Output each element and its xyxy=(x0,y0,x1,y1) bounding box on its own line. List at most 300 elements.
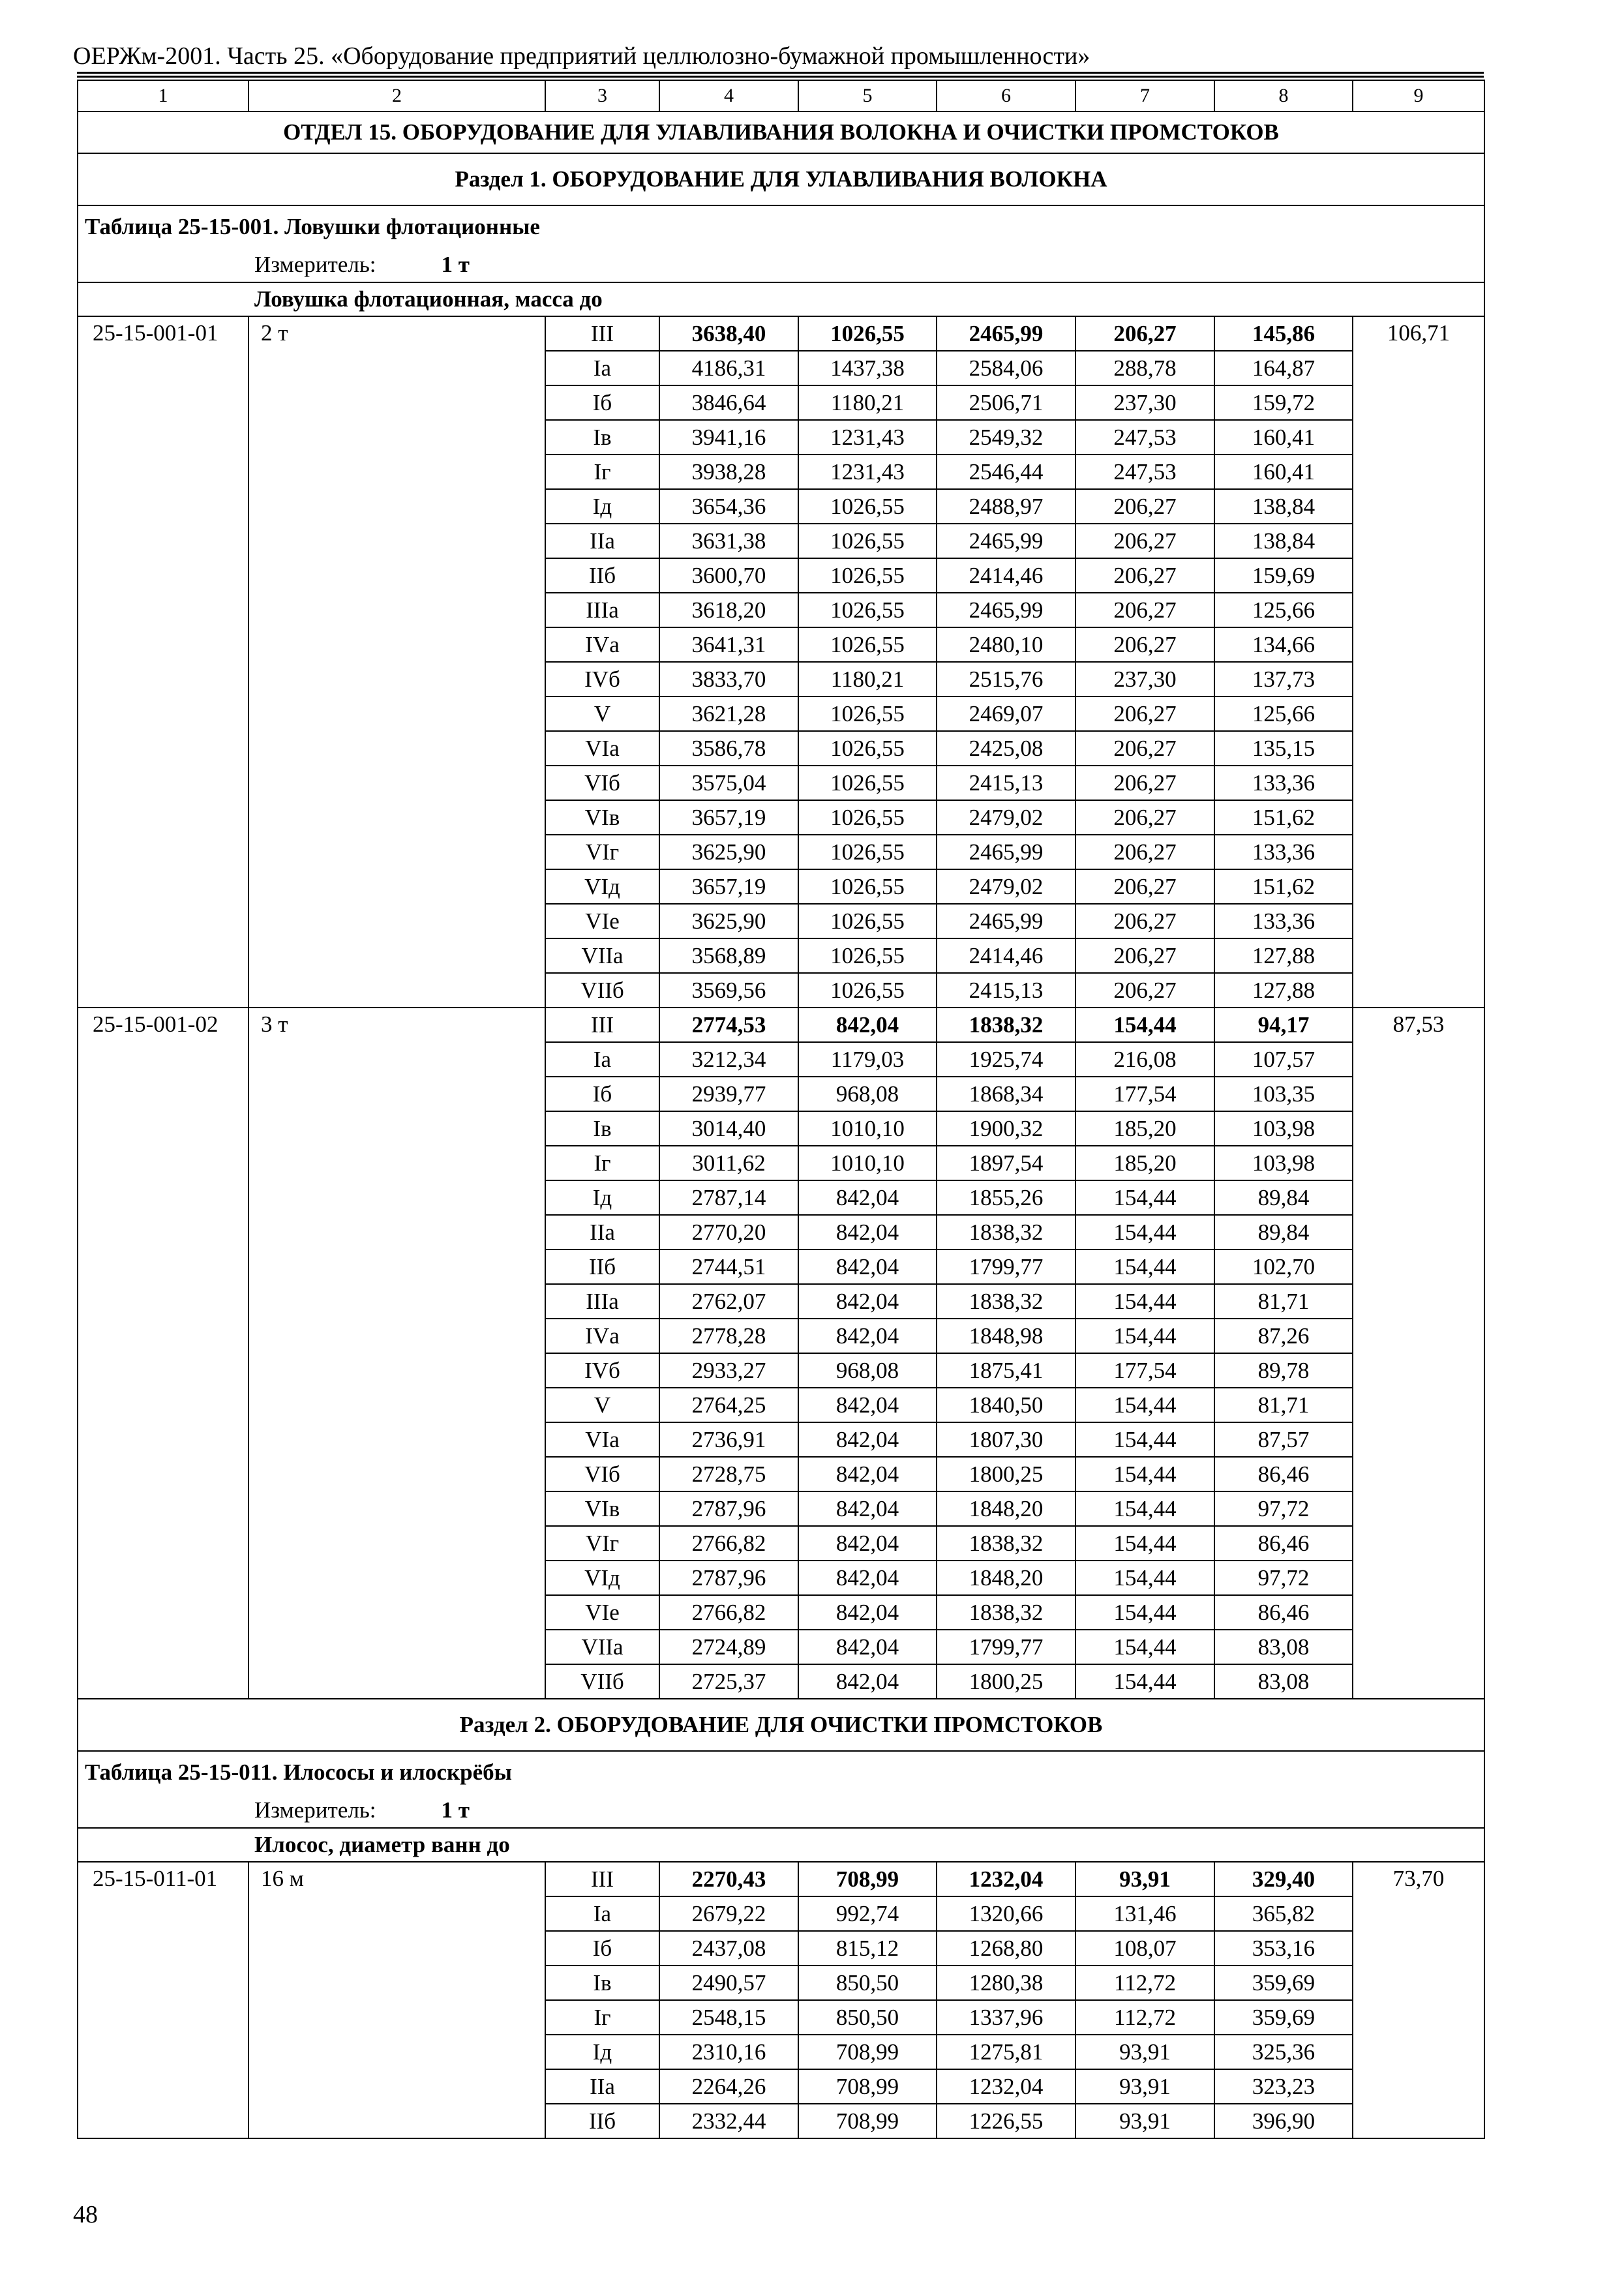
value-col4: 3586,78 xyxy=(659,731,798,766)
value-col7: 154,44 xyxy=(1075,1180,1214,1215)
section-title-row xyxy=(78,1699,1484,1751)
value-col8: 134,66 xyxy=(1214,627,1353,662)
value-col6: 2584,06 xyxy=(937,351,1075,385)
value-col5: 842,04 xyxy=(798,1491,937,1526)
value-col8: 89,84 xyxy=(1214,1215,1353,1249)
value-col6: 1838,32 xyxy=(937,1526,1075,1561)
value-col6: 1800,25 xyxy=(937,1664,1075,1699)
zone-cell: IIа xyxy=(545,524,659,558)
value-col4: 3638,40 xyxy=(659,316,798,351)
value-col8: 102,70 xyxy=(1214,1249,1353,1284)
value-col6: 1268,80 xyxy=(937,1931,1075,1966)
measure-label: Измеритель: xyxy=(254,1797,376,1823)
zone-cell: Iг xyxy=(545,1146,659,1180)
item-param: 2 т xyxy=(248,316,545,1008)
value-col8: 133,36 xyxy=(1214,835,1353,869)
section-title-row xyxy=(78,153,1484,205)
value-col4: 2764,25 xyxy=(659,1388,798,1422)
value-col5: 1231,43 xyxy=(798,455,937,489)
zone-cell: Iб xyxy=(545,1077,659,1111)
value-col4: 2728,75 xyxy=(659,1457,798,1491)
value-col4: 2679,22 xyxy=(659,1896,798,1931)
value-col6: 2506,71 xyxy=(937,385,1075,420)
value-col7: 206,27 xyxy=(1075,696,1214,731)
value-col6: 2415,13 xyxy=(937,766,1075,800)
value-col7: 177,54 xyxy=(1075,1077,1214,1111)
value-col7: 154,44 xyxy=(1075,1664,1214,1699)
value-col8: 87,57 xyxy=(1214,1422,1353,1457)
value-col6: 1337,96 xyxy=(937,2000,1075,2035)
zone-cell: Iд xyxy=(545,489,659,524)
value-col4: 2736,91 xyxy=(659,1422,798,1457)
value-col8: 127,88 xyxy=(1214,938,1353,973)
value-col8: 81,71 xyxy=(1214,1284,1353,1319)
value-col7: 154,44 xyxy=(1075,1215,1214,1249)
value-col5: 842,04 xyxy=(798,1526,937,1561)
value-col7: 177,54 xyxy=(1075,1353,1214,1388)
value-col8: 133,36 xyxy=(1214,904,1353,938)
value-col6: 1838,32 xyxy=(937,1284,1075,1319)
zone-cell: IIа xyxy=(545,1215,659,1249)
table-title: Таблица 25-15-001. Ловушки флотационные xyxy=(78,205,1484,248)
value-col7: 185,20 xyxy=(1075,1111,1214,1146)
value-col5: 842,04 xyxy=(798,1630,937,1664)
value-col7: 112,72 xyxy=(1075,2000,1214,2035)
table-title: Таблица 25-15-011. Илососы и илоскрёбы xyxy=(78,1751,1484,1793)
value-col6: 1232,04 xyxy=(937,1862,1075,1896)
value-col7: 237,30 xyxy=(1075,385,1214,420)
value-col8: 137,73 xyxy=(1214,662,1353,696)
zone-cell: IIб xyxy=(545,558,659,593)
value-col8: 151,62 xyxy=(1214,800,1353,835)
value-col7: 206,27 xyxy=(1075,524,1214,558)
zone-cell: Iа xyxy=(545,1042,659,1077)
zone-cell: IIб xyxy=(545,2104,659,2138)
value-col7: 206,27 xyxy=(1075,593,1214,627)
zone-cell: VIIа xyxy=(545,1630,659,1664)
description-row xyxy=(78,1828,1484,1862)
value-col5: 1026,55 xyxy=(798,904,937,938)
running-head: ОЕРЖм-2001. Часть 25. «Оборудование предприятий целлюлозно-бумажной промышленности» xyxy=(73,42,1090,70)
value-col5: 842,04 xyxy=(798,1664,937,1699)
value-col6: 2465,99 xyxy=(937,316,1075,351)
value-col6: 2465,99 xyxy=(937,904,1075,938)
zone-cell: IVб xyxy=(545,1353,659,1388)
value-col6: 1275,81 xyxy=(937,2035,1075,2069)
value-col4: 2548,15 xyxy=(659,2000,798,2035)
item-param: 16 м xyxy=(248,1862,545,2138)
zone-cell: VIб xyxy=(545,766,659,800)
value-col7: 154,44 xyxy=(1075,1319,1214,1353)
value-col4: 3938,28 xyxy=(659,455,798,489)
value-col6: 2546,44 xyxy=(937,455,1075,489)
zone-cell: IIIа xyxy=(545,593,659,627)
value-col4: 3621,28 xyxy=(659,696,798,731)
value-col4: 2725,37 xyxy=(659,1664,798,1699)
value-col7: 154,44 xyxy=(1075,1388,1214,1422)
zone-cell: VIIб xyxy=(545,973,659,1008)
value-col5: 842,04 xyxy=(798,1215,937,1249)
value-col8: 107,57 xyxy=(1214,1042,1353,1077)
value-col4: 3014,40 xyxy=(659,1111,798,1146)
value-col4: 3654,36 xyxy=(659,489,798,524)
value-col6: 1320,66 xyxy=(937,1896,1075,1931)
header-rule xyxy=(77,72,1484,74)
measure-cell xyxy=(78,248,1484,282)
value-col8: 323,23 xyxy=(1214,2069,1353,2104)
item-param: 3 т xyxy=(248,1008,545,1699)
value-col8: 103,98 xyxy=(1214,1111,1353,1146)
item-code: 25-15-001-02 xyxy=(78,1008,248,1699)
value-col6: 1840,50 xyxy=(937,1388,1075,1422)
value-col6: 2469,07 xyxy=(937,696,1075,731)
value-col7: 206,27 xyxy=(1075,766,1214,800)
value-col7: 154,44 xyxy=(1075,1561,1214,1595)
value-col5: 1010,10 xyxy=(798,1146,937,1180)
price-table xyxy=(77,80,1485,2139)
value-col8: 81,71 xyxy=(1214,1388,1353,1422)
value-col5: 968,08 xyxy=(798,1077,937,1111)
column-number: 6 xyxy=(937,80,1075,112)
value-col7: 206,27 xyxy=(1075,558,1214,593)
department-title: ОТДЕЛ 15. ОБОРУДОВАНИЕ ДЛЯ УЛАВЛИВАНИЯ ВОЛОКНА И ОЧИСТКИ ПРОМСТОКОВ xyxy=(78,112,1484,153)
value-col5: 842,04 xyxy=(798,1595,937,1630)
value-col4: 3011,62 xyxy=(659,1146,798,1180)
value-col6: 1226,55 xyxy=(937,2104,1075,2138)
value-col8: 83,08 xyxy=(1214,1630,1353,1664)
value-col7: 206,27 xyxy=(1075,316,1214,351)
value-col4: 2787,96 xyxy=(659,1561,798,1595)
zone-cell: VIв xyxy=(545,800,659,835)
value-col4: 2766,82 xyxy=(659,1595,798,1630)
value-col7: 247,53 xyxy=(1075,455,1214,489)
value-col8: 353,16 xyxy=(1214,1931,1353,1966)
value-col7: 154,44 xyxy=(1075,1630,1214,1664)
value-col5: 842,04 xyxy=(798,1180,937,1215)
value-col5: 842,04 xyxy=(798,1422,937,1457)
value-col5: 842,04 xyxy=(798,1388,937,1422)
value-col7: 131,46 xyxy=(1075,1896,1214,1931)
zone-cell: Iд xyxy=(545,2035,659,2069)
value-col8: 151,62 xyxy=(1214,869,1353,904)
value-col6: 2479,02 xyxy=(937,800,1075,835)
value-col6: 1868,34 xyxy=(937,1077,1075,1111)
value-col7: 154,44 xyxy=(1075,1526,1214,1561)
value-col7: 206,27 xyxy=(1075,731,1214,766)
value-col5: 968,08 xyxy=(798,1353,937,1388)
value-col7: 206,27 xyxy=(1075,869,1214,904)
value-col4: 2787,96 xyxy=(659,1491,798,1526)
zone-cell: VIд xyxy=(545,869,659,904)
value-col8: 86,46 xyxy=(1214,1457,1353,1491)
value-col4: 2939,77 xyxy=(659,1077,798,1111)
value-col6: 1897,54 xyxy=(937,1146,1075,1180)
value-col8: 329,40 xyxy=(1214,1862,1353,1896)
value-col4: 2774,53 xyxy=(659,1008,798,1042)
value-col5: 992,74 xyxy=(798,1896,937,1931)
value-col5: 1231,43 xyxy=(798,420,937,455)
value-col5: 815,12 xyxy=(798,1931,937,1966)
value-col8: 97,72 xyxy=(1214,1561,1353,1595)
column-number: 4 xyxy=(659,80,798,112)
value-col4: 4186,31 xyxy=(659,351,798,385)
column-number: 7 xyxy=(1075,80,1214,112)
zone-cell: IIа xyxy=(545,2069,659,2104)
value-col6: 2480,10 xyxy=(937,627,1075,662)
value-col4: 3631,38 xyxy=(659,524,798,558)
value-col6: 2549,32 xyxy=(937,420,1075,455)
value-col8: 138,84 xyxy=(1214,489,1353,524)
value-col4: 2766,82 xyxy=(659,1526,798,1561)
value-col9: 106,71 xyxy=(1353,316,1484,1008)
value-col7: 206,27 xyxy=(1075,973,1214,1008)
value-col8: 86,46 xyxy=(1214,1595,1353,1630)
zone-cell: V xyxy=(545,1388,659,1422)
zone-cell: VIIа xyxy=(545,938,659,973)
value-col8: 87,26 xyxy=(1214,1319,1353,1353)
value-col7: 185,20 xyxy=(1075,1146,1214,1180)
value-col6: 2515,76 xyxy=(937,662,1075,696)
zone-cell: VIб xyxy=(545,1457,659,1491)
value-col4: 3569,56 xyxy=(659,973,798,1008)
value-col8: 160,41 xyxy=(1214,455,1353,489)
value-col6: 2488,97 xyxy=(937,489,1075,524)
zone-cell: IVа xyxy=(545,1319,659,1353)
value-col5: 842,04 xyxy=(798,1249,937,1284)
value-col4: 2744,51 xyxy=(659,1249,798,1284)
value-col7: 112,72 xyxy=(1075,1966,1214,2000)
zone-cell: III xyxy=(545,1008,659,1042)
value-col4: 3833,70 xyxy=(659,662,798,696)
table-row xyxy=(78,316,1484,351)
value-col5: 1026,55 xyxy=(798,835,937,869)
table-title-row xyxy=(78,205,1484,248)
value-col6: 2414,46 xyxy=(937,938,1075,973)
zone-cell: III xyxy=(545,1862,659,1896)
value-col4: 3641,31 xyxy=(659,627,798,662)
value-col4: 2770,20 xyxy=(659,1215,798,1249)
value-col6: 1807,30 xyxy=(937,1422,1075,1457)
value-col7: 247,53 xyxy=(1075,420,1214,455)
value-col6: 1838,32 xyxy=(937,1215,1075,1249)
value-col6: 2465,99 xyxy=(937,835,1075,869)
value-col4: 3657,19 xyxy=(659,800,798,835)
value-col7: 216,08 xyxy=(1075,1042,1214,1077)
value-col8: 135,15 xyxy=(1214,731,1353,766)
column-number: 1 xyxy=(78,80,248,112)
value-col5: 1179,03 xyxy=(798,1042,937,1077)
value-col7: 154,44 xyxy=(1075,1422,1214,1457)
value-col6: 1848,98 xyxy=(937,1319,1075,1353)
zone-cell: VIе xyxy=(545,1595,659,1630)
value-col7: 154,44 xyxy=(1075,1249,1214,1284)
value-col8: 164,87 xyxy=(1214,351,1353,385)
column-number: 5 xyxy=(798,80,937,112)
value-col8: 133,36 xyxy=(1214,766,1353,800)
value-col5: 1026,55 xyxy=(798,696,937,731)
value-col8: 145,86 xyxy=(1214,316,1353,351)
zone-cell: Iв xyxy=(545,420,659,455)
value-col5: 1026,55 xyxy=(798,593,937,627)
value-col4: 3568,89 xyxy=(659,938,798,973)
value-col5: 708,99 xyxy=(798,2069,937,2104)
zone-cell: VIв xyxy=(545,1491,659,1526)
department-title-row xyxy=(78,112,1484,153)
value-col6: 1799,77 xyxy=(937,1249,1075,1284)
zone-cell: VIа xyxy=(545,1422,659,1457)
value-col7: 206,27 xyxy=(1075,938,1214,973)
value-col8: 159,69 xyxy=(1214,558,1353,593)
value-col4: 2762,07 xyxy=(659,1284,798,1319)
value-col5: 1026,55 xyxy=(798,731,937,766)
value-col6: 1848,20 xyxy=(937,1491,1075,1526)
value-col6: 1875,41 xyxy=(937,1353,1075,1388)
value-col4: 2270,43 xyxy=(659,1862,798,1896)
value-col5: 708,99 xyxy=(798,1862,937,1896)
value-col8: 103,35 xyxy=(1214,1077,1353,1111)
value-col4: 2787,14 xyxy=(659,1180,798,1215)
value-col7: 93,91 xyxy=(1075,1862,1214,1896)
value-col8: 86,46 xyxy=(1214,1526,1353,1561)
value-col5: 1026,55 xyxy=(798,316,937,351)
zone-cell: Iв xyxy=(545,1966,659,2000)
value-col7: 93,91 xyxy=(1075,2035,1214,2069)
description-row xyxy=(78,282,1484,316)
value-col8: 125,66 xyxy=(1214,696,1353,731)
value-col8: 125,66 xyxy=(1214,593,1353,627)
value-col7: 93,91 xyxy=(1075,2104,1214,2138)
zone-cell: VIе xyxy=(545,904,659,938)
table-title-row xyxy=(78,1751,1484,1793)
value-col6: 2415,13 xyxy=(937,973,1075,1008)
measure-value: 1 т xyxy=(441,252,470,277)
value-col6: 2465,99 xyxy=(937,593,1075,627)
column-number: 2 xyxy=(248,80,545,112)
value-col5: 1026,55 xyxy=(798,558,937,593)
value-col5: 850,50 xyxy=(798,2000,937,2035)
header-rule-secondary xyxy=(77,76,1484,78)
zone-cell: IVб xyxy=(545,662,659,696)
value-col6: 1855,26 xyxy=(937,1180,1075,1215)
value-col6: 1800,25 xyxy=(937,1457,1075,1491)
column-number: 3 xyxy=(545,80,659,112)
value-col8: 94,17 xyxy=(1214,1008,1353,1042)
value-col7: 93,91 xyxy=(1075,2069,1214,2104)
value-col8: 97,72 xyxy=(1214,1491,1353,1526)
value-col5: 1026,55 xyxy=(798,869,937,904)
zone-cell: VIIб xyxy=(545,1664,659,1699)
value-col8: 396,90 xyxy=(1214,2104,1353,2138)
value-col8: 359,69 xyxy=(1214,1966,1353,2000)
value-col4: 3212,34 xyxy=(659,1042,798,1077)
value-col5: 1026,55 xyxy=(798,766,937,800)
value-col6: 1280,38 xyxy=(937,1966,1075,2000)
value-col6: 1848,20 xyxy=(937,1561,1075,1595)
zone-cell: Iд xyxy=(545,1180,659,1215)
value-col4: 2264,26 xyxy=(659,2069,798,2104)
value-col6: 2425,08 xyxy=(937,731,1075,766)
zone-cell: Iб xyxy=(545,1931,659,1966)
value-col8: 89,78 xyxy=(1214,1353,1353,1388)
value-col4: 2437,08 xyxy=(659,1931,798,1966)
value-col4: 2332,44 xyxy=(659,2104,798,2138)
value-col6: 1232,04 xyxy=(937,2069,1075,2104)
value-col8: 160,41 xyxy=(1214,420,1353,455)
value-col7: 154,44 xyxy=(1075,1284,1214,1319)
column-number: 9 xyxy=(1353,80,1484,112)
value-col5: 708,99 xyxy=(798,2035,937,2069)
value-col8: 127,88 xyxy=(1214,973,1353,1008)
value-col7: 206,27 xyxy=(1075,627,1214,662)
table-row xyxy=(78,1008,1484,1042)
value-col5: 1026,55 xyxy=(798,627,937,662)
value-col5: 842,04 xyxy=(798,1319,937,1353)
value-col4: 3846,64 xyxy=(659,385,798,420)
value-col6: 1900,32 xyxy=(937,1111,1075,1146)
value-col5: 1026,55 xyxy=(798,800,937,835)
value-col8: 159,72 xyxy=(1214,385,1353,420)
zone-cell: Iб xyxy=(545,385,659,420)
value-col6: 1799,77 xyxy=(937,1630,1075,1664)
zone-cell: Iв xyxy=(545,1111,659,1146)
value-col4: 2933,27 xyxy=(659,1353,798,1388)
measure-value: 1 т xyxy=(441,1797,470,1823)
item-description: Ловушка флотационная, масса до xyxy=(78,282,1484,316)
zone-cell: III xyxy=(545,316,659,351)
zone-cell: VIа xyxy=(545,731,659,766)
column-number-row xyxy=(78,80,1484,112)
zone-cell: IVа xyxy=(545,627,659,662)
value-col5: 1026,55 xyxy=(798,973,937,1008)
item-code: 25-15-001-01 xyxy=(78,316,248,1008)
value-col5: 842,04 xyxy=(798,1457,937,1491)
value-col7: 154,44 xyxy=(1075,1008,1214,1042)
value-col7: 154,44 xyxy=(1075,1457,1214,1491)
value-col8: 138,84 xyxy=(1214,524,1353,558)
item-code: 25-15-011-01 xyxy=(78,1862,248,2138)
value-col4: 2490,57 xyxy=(659,1966,798,2000)
value-col4: 3941,16 xyxy=(659,420,798,455)
value-col8: 365,82 xyxy=(1214,1896,1353,1931)
measure-cell xyxy=(78,1793,1484,1828)
value-col7: 154,44 xyxy=(1075,1595,1214,1630)
value-col4: 3575,04 xyxy=(659,766,798,800)
value-col4: 3600,70 xyxy=(659,558,798,593)
zone-cell: VIд xyxy=(545,1561,659,1595)
value-col4: 2724,89 xyxy=(659,1630,798,1664)
value-col8: 103,98 xyxy=(1214,1146,1353,1180)
column-number: 8 xyxy=(1214,80,1353,112)
value-col7: 206,27 xyxy=(1075,489,1214,524)
table-row xyxy=(78,1862,1484,1896)
zone-cell: Iг xyxy=(545,2000,659,2035)
section-title: Раздел 2. ОБОРУДОВАНИЕ ДЛЯ ОЧИСТКИ ПРОМСТОКОВ xyxy=(78,1699,1484,1751)
value-col5: 842,04 xyxy=(798,1284,937,1319)
value-col5: 1026,55 xyxy=(798,524,937,558)
value-col4: 2310,16 xyxy=(659,2035,798,2069)
value-col8: 359,69 xyxy=(1214,2000,1353,2035)
value-col6: 2414,46 xyxy=(937,558,1075,593)
value-col7: 108,07 xyxy=(1075,1931,1214,1966)
value-col5: 1026,55 xyxy=(798,938,937,973)
value-col7: 206,27 xyxy=(1075,800,1214,835)
zone-cell: VIг xyxy=(545,1526,659,1561)
measure-row xyxy=(78,1793,1484,1828)
zone-cell: V xyxy=(545,696,659,731)
zone-cell: VIг xyxy=(545,835,659,869)
zone-cell: IIб xyxy=(545,1249,659,1284)
value-col8: 89,84 xyxy=(1214,1180,1353,1215)
